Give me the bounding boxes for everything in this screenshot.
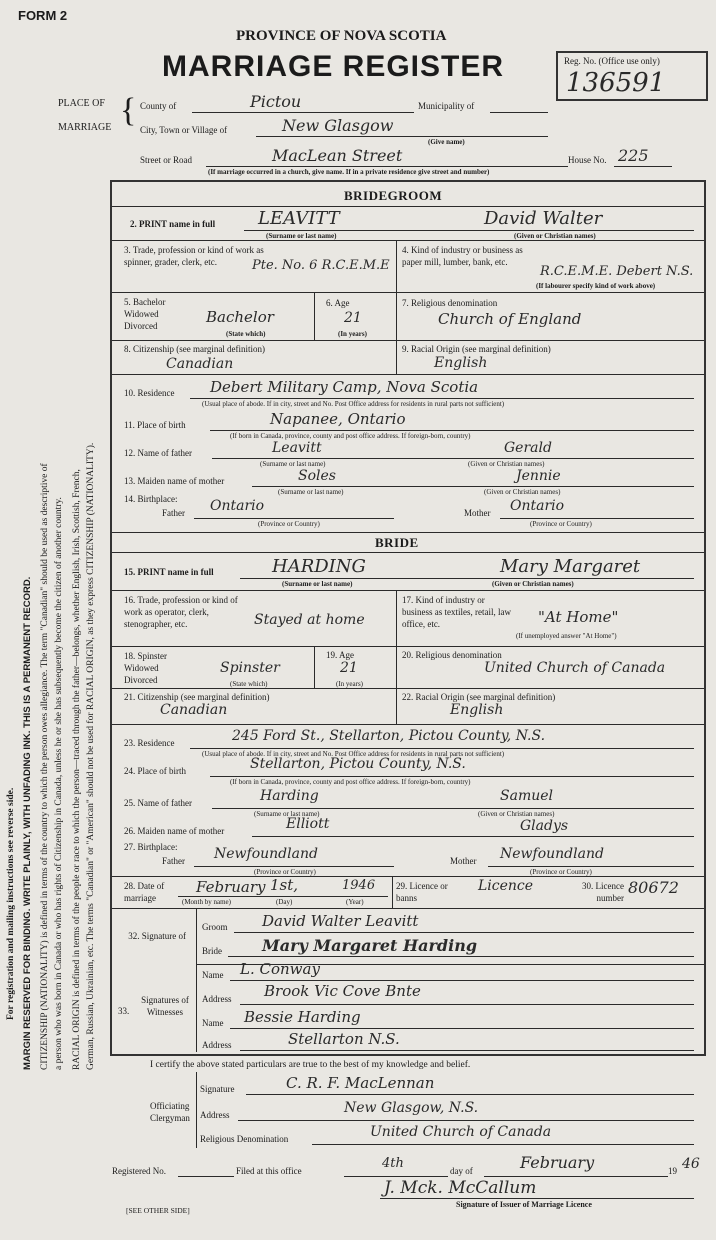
bride-origin-label: 22. Racial Origin (see marginal definition) [402,692,556,702]
bride-birthplace-label: 24. Place of birth [124,766,186,776]
groom-father-surname-caption: (Surname or last name) [260,460,326,468]
groom-religion: Church of England [438,310,582,328]
witnesses-label: Signatures of Witnesses [141,995,189,1017]
bride-father-given: Samuel [500,788,553,804]
groom-citizenship-label: 8. Citizenship (see marginal definition) [124,344,266,354]
groom-print-name-label: 2. PRINT name in full [130,219,216,229]
place-of-label: PLACE OF [58,98,105,109]
groom-given: David Walter [484,208,603,229]
clergy-signature-label: Signature [200,1084,235,1094]
bride-residence-caption: (Usual place of abode. If in city, street and No. Post Office address for residents in rural parts not sufficient) [202,750,505,758]
reg-number-value: 136591 [566,68,666,98]
witness2-name-label: Name [202,1018,224,1028]
day-of-label: day of [450,1166,473,1176]
reg-number-label: Reg. No. (Office use only) [564,56,660,66]
see-other-side: [SEE OTHER SIDE] [126,1206,190,1215]
bride-surname: HARDING [272,556,366,577]
groom-trade-label: 3. Trade, profession or kind of work as spinner, grader, clerk, etc. [124,245,264,267]
place-note: (If marriage occurred in a church, give name. If in a private residence give street and number) [208,168,490,176]
groom-mother-given: Jennie [516,468,561,484]
bride-surname-caption: (Surname or last name) [282,580,353,588]
bride-religion-label: 20. Religious denomination [402,650,502,660]
groom-surname-caption: (Surname or last name) [266,232,337,240]
filed-month: February [520,1153,595,1172]
place-brace: { [120,92,137,129]
groom-mother-label: 13. Maiden name of mother [124,476,225,486]
bride-trade-label: 16. Trade, profession or kind of work as operator, clerk, stenographer, etc. [124,595,238,629]
bride-father-surname-caption: (Surname or last name) [254,810,320,818]
house-label: House No. [568,155,607,165]
groom-mother-birthplace: Ontario [510,498,565,514]
municipality-label: Municipality of [418,101,475,111]
marriage-year: 1946 [342,878,376,893]
bride-heading: BRIDE [375,535,419,550]
groom-father-given: Gerald [504,440,552,456]
page-title: MARRIAGE REGISTER [162,50,505,83]
witness1-address: Brook Vic Cove Bnte [264,982,421,1000]
groom-given-caption: (Given or Christian names) [514,232,596,240]
groom-years-caption: (In years) [338,330,367,338]
bride-birthplace-caption: (If born in Canada, province, county and post office address. If foreign-born, country) [230,778,471,786]
bride-father-province-caption: (Province or Country) [254,868,316,876]
bride-origin: English [450,702,504,718]
groom-industry-label: 4. Kind of industry or business as paper mill, lumber, bank, etc. [402,245,523,267]
groom-birthplace-parents-label: 14. Birthplace: [124,494,178,504]
groom-father-given-caption: (Given or Christian names) [468,460,545,468]
street-value: MacLean Street [272,146,403,165]
officiating-clergyman-label: Officiating Clergyman [150,1101,190,1123]
groom-origin-label: 9. Racial Origin (see marginal definition) [402,344,551,354]
bride-state-caption: (State which) [230,680,268,688]
groom-father-province-caption: (Province or Country) [258,520,320,528]
witness1-name-label: Name [202,970,224,980]
filed-label: Filed at this office [236,1166,302,1176]
signature-of-label: 32. Signature of [128,931,186,941]
margin-line-4: a person who was born in Canada or who has rights of Citizenship in Canada, unless he or she has subsequently become the citizen of another country. [54,497,64,1070]
certification-text: I certify the above stated particulars are true to the best of my knowledge and belief. [150,1060,471,1070]
registered-no-label: Registered No. [112,1166,166,1176]
marriage-day-caption: (Day) [276,898,293,906]
clergy-religion-label: Religious Denomination [200,1134,289,1144]
witness1-address-label: Address [202,994,232,1004]
clergy-address-label: Address [200,1110,230,1120]
bride-print-name-label: 15. PRINT name in full [124,567,214,577]
bride-signature: Mary Margaret Harding [262,936,478,955]
county-value: Pictou [250,92,302,111]
form-number: FORM 2 [18,8,68,23]
margin-line-5: RACIAL ORIGIN is defined in terms of the people or race to which the person—traced through the father—belongs, whether English, Irish, Scottish, French, [72,469,82,1070]
groom-residence: Debert Military Camp, Nova Scotia [210,378,479,396]
witness2-name: Bessie Harding [244,1008,361,1026]
bride-status-label: 18. Spinster Widowed Divorced [124,651,168,685]
bride-trade: Stayed at home [254,612,365,628]
witness1-name: L. Conway [240,960,320,978]
bride-birthplace: Stellarton, Pictou County, N.S. [250,756,466,772]
groom-birth-father-label: Father [162,508,185,518]
groom-status-label: 5. Bachelor Widowed Divorced [124,297,166,331]
bride-status: Spinster [220,660,280,676]
margin-line-6: German, Russian, Ukrainian, etc. The terms "Canadian" or "American" should not be used for RACIAL ORIGIN, as they express CITIZENSHIP (NATIONALITY). [86,442,96,1070]
groom-religion-label: 7. Religious denomination [402,298,498,308]
filed-day: 4th [382,1156,404,1171]
street-label: Street or Road [140,155,192,165]
bride-father-label: 25. Name of father [124,798,192,808]
groom-residence-caption: (Usual place of abode. If in city, street and No. Post Office address for residents in rural parts not sufficient) [202,400,505,408]
margin-line-1: For registration and mailing instructions see reverse side. [6,787,16,1020]
groom-birth-mother-label: Mother [464,508,491,518]
groom-father-birthplace: Ontario [210,498,265,514]
witness2-address: Stellarton N.S. [288,1030,400,1048]
margin-line-2: MARGIN RESERVED FOR BINDING. WRITE PLAINLY, WITH UNFADING INK. THIS IS A PERMANENT RECORD. [22,576,33,1070]
clergy-religion: United Church of Canada [370,1124,552,1140]
bride-age: 21 [340,660,358,676]
groom-age: 21 [344,310,362,326]
issuer-signature: J. Mck. McCallum [384,1178,537,1198]
groom-father-label: 12. Name of father [124,448,192,458]
groom-mother-surname-caption: (Surname or last name) [278,488,344,496]
witness2-address-label: Address [202,1040,232,1050]
groom-citizenship: Canadian [166,356,234,372]
bride-years-caption: (In years) [336,680,364,688]
county-label: County of [140,101,177,111]
bride-father-given-caption: (Given or Christian names) [478,810,555,818]
bride-mother-surname: Elliott [286,816,330,832]
groom-father-surname: Leavitt [272,440,322,456]
bride-mother-label: 26. Maiden name of mother [124,826,225,836]
groom-age-label: 6. Age [326,298,350,308]
licence-number-label: 30. Licence number [582,881,624,903]
groom-surname: LEAVITT [258,208,340,229]
marriage-year-caption: (Year) [346,898,364,906]
bride-given-caption: (Given or Christian names) [492,580,574,588]
bride-given: Mary Margaret [500,556,641,577]
issuer-caption: Signature of Issuer of Marriage Licence [456,1200,592,1209]
bride-mother-birthplace: Newfoundland [500,846,604,862]
marriage-month: February [196,878,266,896]
filed-year-prefix: 19 [668,1166,677,1176]
bride-birth-father-label: Father [162,856,185,866]
groom-status: Bachelor [206,308,274,326]
bride-unemployed-caption: (If unemployed answer "At Home") [516,632,617,640]
clergy-signature: C. R. F. MacLennan [286,1074,435,1092]
bride-mother-province-caption: (Province or Country) [530,868,592,876]
groom-origin: English [434,355,488,371]
bride-father-surname: Harding [260,788,319,804]
groom-birthplace-caption: (If born in Canada, province, county and post office address. If foreign-born, country) [230,432,471,440]
bride-birthplace-parents-label: 27. Birthplace: [124,842,178,852]
groom-industry: R.C.E.M.E. Debert N.S. [540,264,694,279]
groom-mother-surname: Soles [298,468,336,484]
house-value: 225 [618,146,649,165]
city-label: City, Town or Village of [140,125,228,135]
bride-industry: "At Home" [538,608,619,626]
clergy-address: New Glasgow, N.S. [344,1100,479,1116]
bride-residence-label: 23. Residence [124,738,175,748]
give-name-caption: (Give name) [428,138,465,146]
groom-signature: David Walter Leavitt [262,912,419,930]
bride-residence: 245 Ford St., Stellarton, Pictou County, N.S. [232,728,546,744]
margin-line-3: CITIZENSHIP (NATIONALITY) is defined in terms of the country to which the person owes allegiance. The term "Canadian" should be used as descriptive of [40,463,50,1070]
bride-age-label: 19. Age [326,650,354,660]
bride-citizenship: Canadian [160,702,228,718]
groom-birthplace-label: 11. Place of birth [124,420,186,430]
marriage-label: MARRIAGE [58,122,112,133]
bride-industry-label: 17. Kind of industry or business as textiles, retail, law office, etc. [402,595,511,629]
groom-state-caption: (State which) [226,330,266,338]
groom-labourer-caption: (If labourer specify kind of work above) [536,282,656,290]
witnesses-number: 33. [118,1006,130,1016]
groom-sig-label: Groom [202,922,228,932]
groom-birthplace: Napanee, Ontario [270,410,406,428]
bridegroom-heading: BRIDEGROOM [344,188,443,203]
bride-mother-given: Gladys [520,818,569,834]
licence-number: 80672 [628,878,679,897]
bride-citizenship-label: 21. Citizenship (see marginal definition) [124,692,270,702]
licence-banns-label: 29. Licence or banns [396,881,448,903]
licence-or-banns: Licence [478,878,534,894]
marriage-day: 1st, [270,876,299,894]
reg-number-box [556,51,708,101]
groom-mother-province-caption: (Province or Country) [530,520,592,528]
marriage-date-label: 28. Date of marriage [124,881,165,903]
filed-year: 46 [682,1156,700,1172]
bride-religion: United Church of Canada [484,660,666,676]
province-heading: PROVINCE OF NOVA SCOTIA [236,28,447,44]
marriage-month-caption: (Month by name) [182,898,231,906]
city-value: New Glasgow [282,116,394,135]
groom-mother-given-caption: (Given or Christian names) [484,488,561,496]
groom-residence-label: 10. Residence [124,388,175,398]
bride-father-birthplace: Newfoundland [214,846,318,862]
groom-trade: Pte. No. 6 R.C.E.M.E [252,258,390,273]
bride-birth-mother-label: Mother [450,856,477,866]
bride-sig-label: Bride [202,946,222,956]
